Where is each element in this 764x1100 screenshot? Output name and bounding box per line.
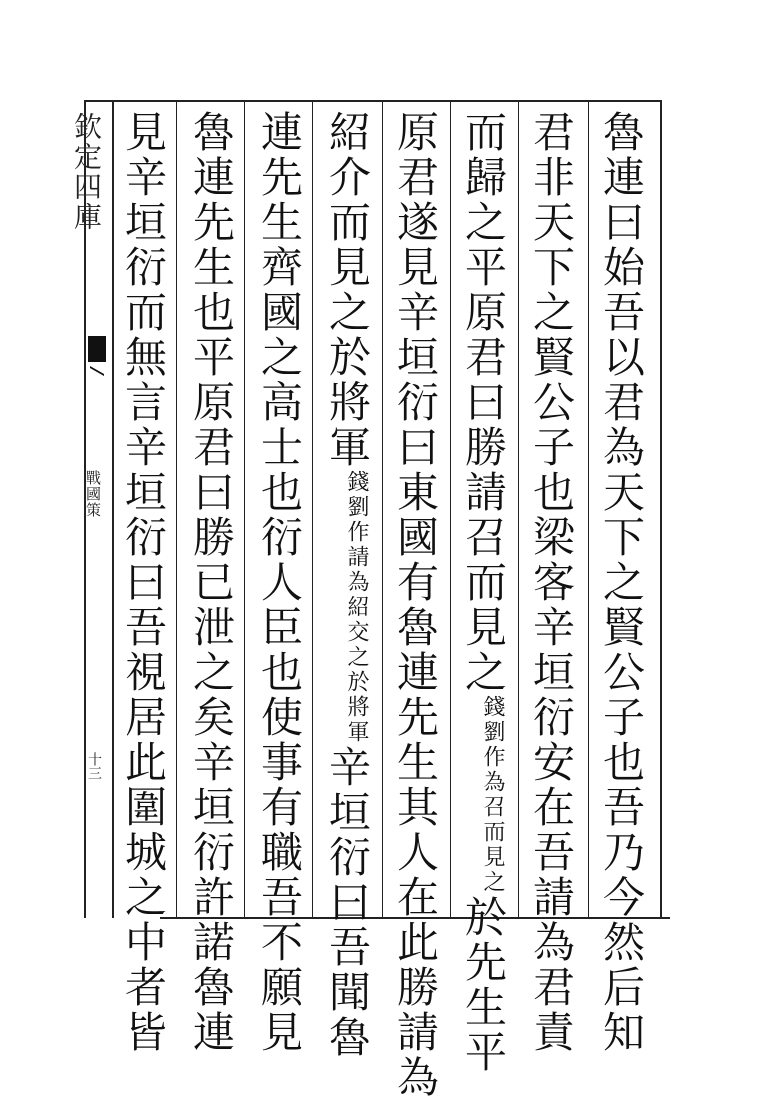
column-divider (450, 102, 451, 917)
column-divider (312, 102, 313, 917)
text-column-6 (255, 110, 304, 1055)
column-text: 原君遂見辛垣衍曰東國有魯連先生其人在此勝請為 (391, 110, 440, 1100)
column-divider (244, 102, 245, 917)
column-text: 君非天下之賢公子也梁客辛垣衍安在吾請為君責 (527, 110, 576, 1055)
column-divider (518, 102, 519, 917)
margin-title: 欽定四庫 (70, 112, 103, 232)
margin-page-number: 十三 (86, 752, 102, 780)
column-text: 魯連曰始吾以君為天下之賢公子也吾乃今然后知 (597, 110, 646, 1055)
margin-book-title: 戰國策 (84, 470, 102, 518)
margin-right-border (112, 100, 114, 918)
column-text: 而歸之平原君曰勝請召而見之 (459, 110, 508, 695)
text-column-1 (597, 110, 646, 1055)
text-column-3 (459, 110, 508, 1075)
column-divider (588, 102, 589, 917)
column-text-after-note: 於先生平 (459, 895, 508, 1075)
text-column-7 (187, 110, 236, 1055)
outer-right-border (660, 100, 662, 918)
column-text: 魯連先生也平原君曰勝已泄之矣辛垣衍許諾魯連 (187, 110, 236, 1055)
text-column-2 (527, 110, 576, 1055)
column-text-after-note: 辛垣衍曰吾聞魯 (323, 745, 372, 1060)
column-divider (382, 102, 383, 917)
column-text: 見辛垣衍而無言辛垣衍曰吾視居此圍城之中者皆 (119, 110, 168, 1055)
text-column-5 (323, 110, 372, 1060)
column-text: 連先生齊國之高士也衍人臣也使事有職吾不願見 (255, 110, 304, 1055)
annotation-note: 錢劉作請為紹交之於將軍 (344, 470, 369, 745)
annotation-note: 錢劉作為召而見之 (480, 695, 505, 895)
column-text: 紹介而見之於將軍 (323, 110, 372, 470)
top-border (84, 100, 662, 102)
column-divider (176, 102, 177, 917)
text-column-4 (391, 110, 440, 1100)
text-column-8 (119, 110, 168, 1055)
